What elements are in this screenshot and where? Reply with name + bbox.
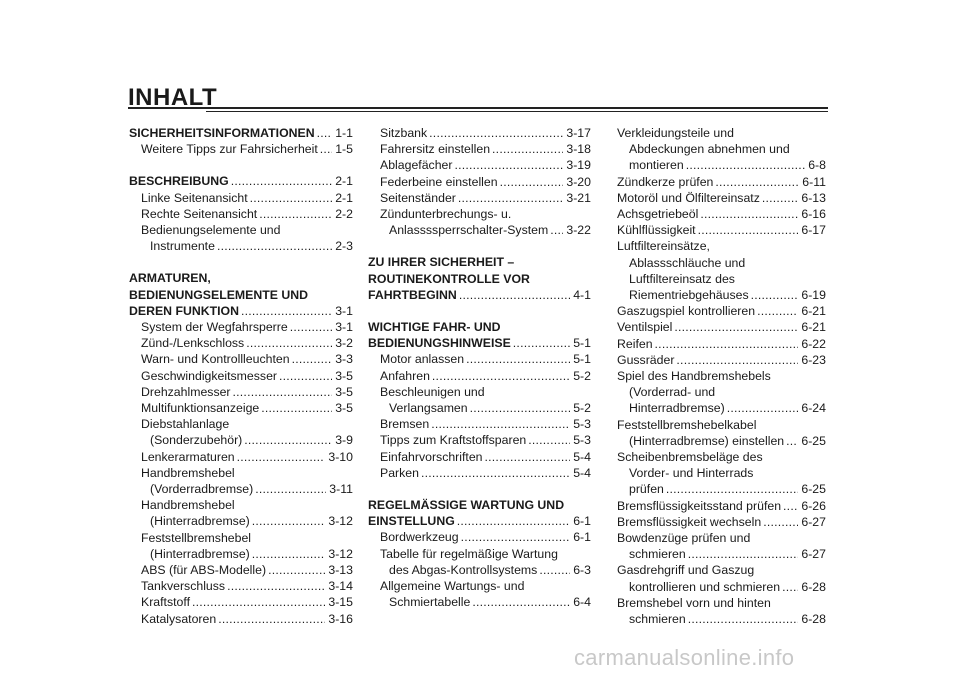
toc-entry[interactable] [617, 174, 826, 190]
toc-entry-title: Fahrersitz einstellen [380, 142, 491, 157]
watermark: carmanualsonline.info [574, 645, 795, 670]
dot-leader [686, 157, 806, 173]
toc-entry-page: 5-4 [573, 465, 591, 480]
toc-heading-line: Beschleunigen und [380, 384, 485, 399]
dot-leader [688, 546, 799, 562]
toc-entry-page: 3-1 [335, 320, 353, 335]
toc-entry-page: 3-12 [328, 546, 353, 561]
toc-entry-page: 2-1 [335, 190, 353, 205]
toc-entry-page: 3-11 [329, 482, 353, 497]
dot-leader [698, 222, 799, 238]
dot-leader [762, 190, 799, 206]
section-gap [368, 303, 591, 319]
toc-heading-line: (Vorderrad- und [629, 385, 716, 400]
dot-leader [457, 513, 570, 529]
dot-leader [252, 546, 326, 562]
toc-entry-title: FAHRTBEGINN [368, 287, 457, 302]
toc-entry-title: BESCHREIBUNG [129, 174, 229, 189]
toc-entry-title: des Abgas-Kontrollsystems [389, 562, 538, 577]
toc-entry-title: Seitenständer [380, 190, 456, 205]
toc-entry-title: System der Wegfahrsperre [141, 320, 288, 335]
toc-entry-page: 3-5 [335, 368, 353, 383]
toc-entry[interactable] [368, 141, 591, 157]
toc-entry-title: Anfahren [380, 368, 430, 383]
toc-entry-title: Zünd-/Lenkschloss [141, 336, 245, 351]
toc-entry-title: Instrumente [150, 239, 215, 254]
toc-heading-line: Vorder- und Hinterrads [629, 466, 754, 481]
toc-heading-line: Luftfiltereinsätze, [617, 239, 710, 254]
toc-entry-page: 3-18 [566, 142, 591, 157]
toc-entry-title: Schmiertabelle [389, 595, 471, 610]
toc-entry-page: 5-2 [573, 368, 591, 383]
toc-heading-line: Tabelle für regelmäßige Wartung [380, 546, 558, 561]
toc-heading-line: BEDIENUNGSELEMENTE UND [129, 287, 309, 302]
toc-heading-line: Feststellbremshebel [141, 530, 252, 545]
dot-leader [676, 352, 798, 368]
toc-entry[interactable] [368, 594, 591, 610]
toc-entry[interactable] [368, 287, 591, 303]
toc-entry[interactable] [617, 190, 826, 206]
toc-entry-title: Weitere Tipps zur Fahrsicherheit [141, 142, 318, 157]
toc-entry-title: Parken [380, 465, 419, 480]
dot-leader [279, 368, 332, 384]
toc-entry[interactable] [617, 498, 826, 514]
dot-leader [500, 174, 564, 190]
toc-entry-title: Bremsen [380, 417, 430, 432]
toc-entry[interactable] [129, 141, 353, 157]
toc-heading-line: Bremshebel vorn und hinten [617, 595, 771, 610]
toc-entry-page: 3-22 [566, 223, 591, 238]
toc-entry-page: 3-13 [328, 563, 353, 578]
toc-entry[interactable] [129, 546, 353, 562]
toc-entry-page: 6-21 [801, 304, 826, 319]
toc-entry-page: 4-1 [573, 287, 591, 302]
toc-entry-page: 6-3 [573, 562, 591, 577]
toc-entry[interactable] [129, 206, 353, 222]
toc-entry[interactable] [129, 562, 353, 578]
dot-leader [454, 157, 563, 173]
toc-entry-title: Verlangsamen [389, 401, 468, 416]
toc-entry-page: 6-23 [801, 352, 826, 367]
toc-entry[interactable] [129, 190, 353, 206]
toc-entry-title: Linke Seitenansicht [141, 190, 248, 205]
title-rule [128, 107, 828, 109]
toc-entry-page: 6-28 [801, 612, 826, 627]
toc-column-2 [368, 125, 591, 610]
toc-entry-title: Multifunktionsanzeige [141, 401, 260, 416]
toc-entry[interactable] [617, 336, 826, 352]
toc-entry-title: (Hinterradbremse) [150, 514, 250, 529]
toc-entry-title: Gussräder [617, 352, 675, 367]
toc-entry-title: (Hinterradbremse) [150, 546, 250, 561]
toc-entry-title: SICHERHEITSINFORMATIONEN [129, 126, 315, 140]
toc-entry[interactable] [368, 190, 591, 206]
toc-entry-title: Reifen [617, 336, 653, 351]
toc-heading-line: Spiel des Handbremshebels [617, 369, 771, 384]
dot-leader [250, 190, 333, 206]
toc-heading-line: Gasdrehgriff und Gaszug [617, 563, 755, 578]
toc-entry-title: Riementriebgehäuses [629, 288, 749, 303]
toc-entry-page: 3-16 [328, 611, 353, 626]
dot-leader [666, 481, 799, 497]
toc-heading-line: Diebstahlanlage [141, 417, 230, 432]
toc-entry[interactable] [129, 125, 353, 141]
toc-entry[interactable] [368, 222, 591, 238]
dot-leader [751, 287, 799, 303]
toc-entry[interactable] [368, 368, 591, 384]
section-gap [129, 157, 353, 173]
toc-entry[interactable] [129, 368, 353, 384]
toc-entry[interactable] [617, 433, 826, 449]
dot-leader [290, 319, 333, 335]
toc-entry-title: DEREN FUNKTION [129, 303, 239, 318]
dot-leader [763, 514, 798, 530]
toc-entry-page: 6-13 [801, 190, 826, 205]
toc-entry-title: Bordwerkzeug [380, 530, 459, 545]
title-rule-thin [206, 111, 828, 112]
page-title: INHALT [128, 84, 218, 111]
toc-heading-line: Bowdenzüge prüfen und [617, 531, 751, 546]
toc-entry-page: 2-2 [335, 206, 353, 221]
toc-entry-page: 3-19 [566, 158, 591, 173]
toc-heading-line: ROUTINEKONTROLLE VOR [368, 271, 530, 286]
toc-entry-title: Warn- und Kontrollleuchten [141, 352, 290, 367]
toc-heading-line: Ablassschläuche und [629, 255, 746, 270]
toc-entry[interactable] [368, 465, 591, 481]
toc-entry-title: (Hinterradbremse) einstellen [629, 433, 785, 448]
toc-entry-page: 5-1 [573, 336, 591, 351]
dot-leader [459, 287, 570, 303]
toc-entry-page: 6-8 [808, 158, 826, 173]
toc-entry[interactable] [617, 481, 826, 497]
toc-entry-title: Zündkerze prüfen [617, 174, 714, 189]
toc-heading-line: WICHTIGE FAHR- UND [368, 320, 501, 335]
toc-entry-page: 6-11 [802, 174, 826, 189]
toc-entry-page: 2-3 [335, 239, 353, 254]
toc-entry-title: Achsgetriebeöl [617, 207, 699, 222]
toc-heading-line: Zündunterbrechungs- u. [380, 207, 512, 222]
toc-entry-page: 6-24 [801, 401, 826, 416]
toc-entry-title: (Sonderzubehör) [150, 433, 243, 448]
toc-entry-page: 3-9 [335, 433, 353, 448]
dot-leader [655, 336, 799, 352]
dot-leader [757, 303, 798, 319]
dot-leader [292, 351, 333, 367]
toc-heading-line: Allgemeine Wartungs- und [380, 579, 525, 594]
toc-entry-page: 6-1 [573, 514, 591, 529]
toc-entry-page: 3-15 [328, 595, 353, 610]
toc-entry-page: 3-20 [566, 174, 591, 189]
toc-entry-title: schmieren [629, 547, 686, 562]
toc-entry[interactable] [129, 611, 353, 627]
dot-leader [688, 611, 799, 627]
toc-heading-line: Bedienungselemente und [141, 223, 281, 238]
toc-entry-title: (Vorderradbremse) [150, 482, 254, 497]
toc-entry-title: Katalysatoren [141, 611, 217, 626]
toc-heading-line: ARMATUREN, [129, 271, 211, 286]
toc-entry[interactable] [617, 287, 826, 303]
toc-entry-page: 3-14 [328, 579, 353, 594]
toc-entry-title: Tipps zum Kraftstoffsparen [380, 433, 527, 448]
toc-entry-page: 2-1 [335, 174, 353, 189]
toc-heading-line: Handbremshebel [141, 465, 235, 480]
toc-entry-title: Ventilspiel [617, 320, 673, 335]
toc-entry[interactable] [129, 319, 353, 335]
toc-entry[interactable] [129, 513, 353, 529]
toc-entry-title: kontrollieren und schmieren [629, 579, 781, 594]
dot-leader [674, 319, 798, 335]
dot-leader [268, 562, 325, 578]
toc-entry-page: 6-1 [573, 530, 591, 545]
toc-entry-page: 6-25 [801, 482, 826, 497]
dot-leader [783, 498, 798, 514]
toc-entry-page: 3-2 [335, 336, 353, 351]
toc-entry-title: prüfen [629, 482, 664, 497]
toc-entry-page: 6-22 [801, 336, 826, 351]
dot-leader [485, 449, 571, 465]
dot-leader [255, 481, 326, 497]
toc-entry[interactable] [617, 157, 826, 173]
toc-entry[interactable] [368, 125, 591, 141]
toc-entry-page: 3-5 [335, 401, 353, 416]
toc-entry-page: 6-27 [801, 547, 826, 562]
toc-entry-page: 6-19 [801, 288, 826, 303]
toc-entry-title: Hinterradbremse) [629, 401, 725, 416]
toc-entry[interactable] [129, 351, 353, 367]
toc-entry[interactable] [129, 303, 353, 319]
dot-leader [233, 384, 333, 400]
dot-leader [472, 594, 570, 610]
toc-entry-page: 3-17 [566, 126, 591, 140]
dot-leader [528, 432, 570, 448]
toc-entry[interactable] [129, 578, 353, 594]
dot-leader [727, 400, 799, 416]
dot-leader [470, 400, 571, 416]
toc-entry[interactable] [617, 611, 826, 627]
toc-entry-title: Bremsflüssigkeit wechseln [617, 514, 762, 529]
dot-leader [317, 125, 333, 141]
toc-entry[interactable] [368, 432, 591, 448]
dot-leader [550, 222, 563, 238]
toc-entry-title: schmieren [629, 612, 686, 627]
toc-entry[interactable] [617, 303, 826, 319]
dot-leader [513, 335, 570, 351]
dot-leader [231, 173, 332, 189]
dot-leader [421, 465, 570, 481]
dot-leader [259, 206, 332, 222]
toc-entry-title: Bremsflüssigkeitsstand prüfen [617, 498, 782, 513]
toc-entry-page: 5-3 [573, 417, 591, 432]
toc-entry-page: 6-4 [573, 595, 591, 610]
toc-entry-page: 1-1 [335, 126, 353, 140]
toc-entry[interactable] [617, 319, 826, 335]
toc-entry[interactable] [617, 546, 826, 562]
dot-leader [539, 562, 570, 578]
toc-entry[interactable] [368, 416, 591, 432]
toc-entry-page: 5-3 [573, 433, 591, 448]
toc-entry-title: BEDIENUNGSHINWEISE [368, 336, 511, 351]
toc-heading-line: Scheibenbremsbeläge des [617, 450, 763, 465]
toc-entry-page: 6-27 [801, 514, 826, 529]
dot-leader [192, 594, 325, 610]
toc-entry-page: 3-10 [328, 449, 353, 464]
toc-entry-title: montieren [629, 158, 684, 173]
toc-entry-title: Geschwindigkeitsmesser [141, 368, 277, 383]
toc-entry-title: Kühlflüssigkeit [617, 223, 696, 238]
dot-leader [252, 513, 326, 529]
toc-entry[interactable] [617, 222, 826, 238]
toc-entry-page: 1-5 [335, 142, 353, 157]
dot-leader [217, 238, 332, 254]
dot-leader [429, 125, 563, 141]
toc-entry[interactable] [129, 384, 353, 400]
toc-entry[interactable] [368, 335, 591, 351]
dot-leader [244, 432, 332, 448]
section-gap [368, 481, 591, 497]
toc-entry-page: 6-16 [801, 207, 826, 222]
dot-leader [246, 335, 332, 351]
section-gap [368, 238, 591, 254]
dot-leader [715, 174, 799, 190]
toc-entry[interactable] [617, 579, 826, 595]
toc-entry-page: 6-26 [801, 498, 826, 513]
toc-heading-line: Abdeckungen abnehmen und [629, 142, 790, 157]
toc-entry[interactable] [368, 562, 591, 578]
toc-entry[interactable] [617, 514, 826, 530]
toc-entry-title: Anlassssperrschalter-System [389, 223, 549, 238]
dot-leader [461, 529, 571, 545]
toc-entry[interactable] [368, 174, 591, 190]
toc-entry-title: Einfahrvorschriften [380, 449, 483, 464]
toc-entry[interactable] [129, 594, 353, 610]
toc-entry[interactable] [368, 157, 591, 173]
toc-entry[interactable] [368, 400, 591, 416]
dot-leader [237, 449, 326, 465]
toc-entry[interactable] [617, 352, 826, 368]
toc-entry-title: Drehzahlmesser [141, 384, 231, 399]
toc-entry[interactable] [368, 449, 591, 465]
toc-entry[interactable] [129, 173, 353, 189]
dot-leader [466, 351, 570, 367]
toc-entry-title: Kraftstoff [141, 595, 190, 610]
toc-entry[interactable] [129, 400, 353, 416]
toc-entry[interactable] [129, 481, 353, 497]
toc-heading-line: Verkleidungsteile und [617, 126, 734, 140]
toc-entry[interactable] [368, 529, 591, 545]
toc-entry-page: 5-2 [573, 401, 591, 416]
dot-leader [700, 206, 798, 222]
toc-entry-page: 3-5 [335, 384, 353, 399]
toc-entry-page: 6-25 [801, 433, 826, 448]
dot-leader [458, 190, 563, 206]
dot-leader [492, 141, 563, 157]
toc-entry[interactable] [368, 513, 591, 529]
toc-column-1 [129, 125, 353, 627]
toc-entry-page: 6-21 [801, 320, 826, 335]
toc-entry-page: 6-28 [801, 579, 826, 594]
toc-heading-line: REGELMÄSSIGE WARTUNG UND [368, 498, 565, 513]
toc-entry-page: 3-12 [328, 514, 353, 529]
toc-entry-page: 5-1 [573, 352, 591, 367]
toc-heading-line: ZU IHRER SICHERHEIT – [368, 255, 515, 270]
section-gap [129, 254, 353, 270]
dot-leader [241, 303, 332, 319]
toc-entry[interactable] [617, 400, 826, 416]
toc-entry-page: 3-21 [566, 190, 591, 205]
toc-entry-title: Motoröl und Ölfiltereinsatz [617, 190, 760, 205]
toc-entry[interactable] [368, 351, 591, 367]
toc-entry-page: 3-3 [335, 352, 353, 367]
toc-entry-page: 3-1 [335, 303, 353, 318]
dot-leader [261, 400, 332, 416]
toc-entry-page: 6-17 [801, 223, 826, 238]
dot-leader [431, 416, 570, 432]
toc-column-3 [617, 125, 826, 627]
toc-entry-title: Ablagefächer [380, 158, 453, 173]
toc-entry[interactable] [129, 449, 353, 465]
dot-leader [432, 368, 570, 384]
dot-leader [786, 433, 798, 449]
toc-entry[interactable] [129, 238, 353, 254]
toc-entry-title: EINSTELLUNG [368, 514, 455, 529]
toc-heading-line: Luftfiltereinsatz des [629, 271, 735, 286]
dot-leader [227, 578, 325, 594]
toc-entry-title: Rechte Seitenansicht [141, 206, 258, 221]
toc-entry-title: Tankverschluss [141, 579, 226, 594]
toc-entry-title: Sitzbank [380, 126, 428, 140]
toc-heading-line: Handbremshebel [141, 498, 235, 513]
dot-leader [320, 141, 332, 157]
toc-entry-title: Gaszugspiel kontrollieren [617, 304, 756, 319]
toc-entry-title: Lenkerarmaturen [141, 449, 235, 464]
toc-entry-title: ABS (für ABS-Modelle) [141, 563, 267, 578]
toc-entry[interactable] [617, 206, 826, 222]
dot-leader [218, 611, 325, 627]
toc-entry-title: Federbeine einstellen [380, 174, 498, 189]
toc-entry[interactable] [129, 432, 353, 448]
toc-entry-title: Motor anlassen [380, 352, 465, 367]
toc-heading-line: Feststellbremshebelkabel [617, 417, 757, 432]
dot-leader [782, 579, 798, 595]
toc-entry[interactable] [129, 335, 353, 351]
toc-entry-page: 5-4 [573, 449, 591, 464]
